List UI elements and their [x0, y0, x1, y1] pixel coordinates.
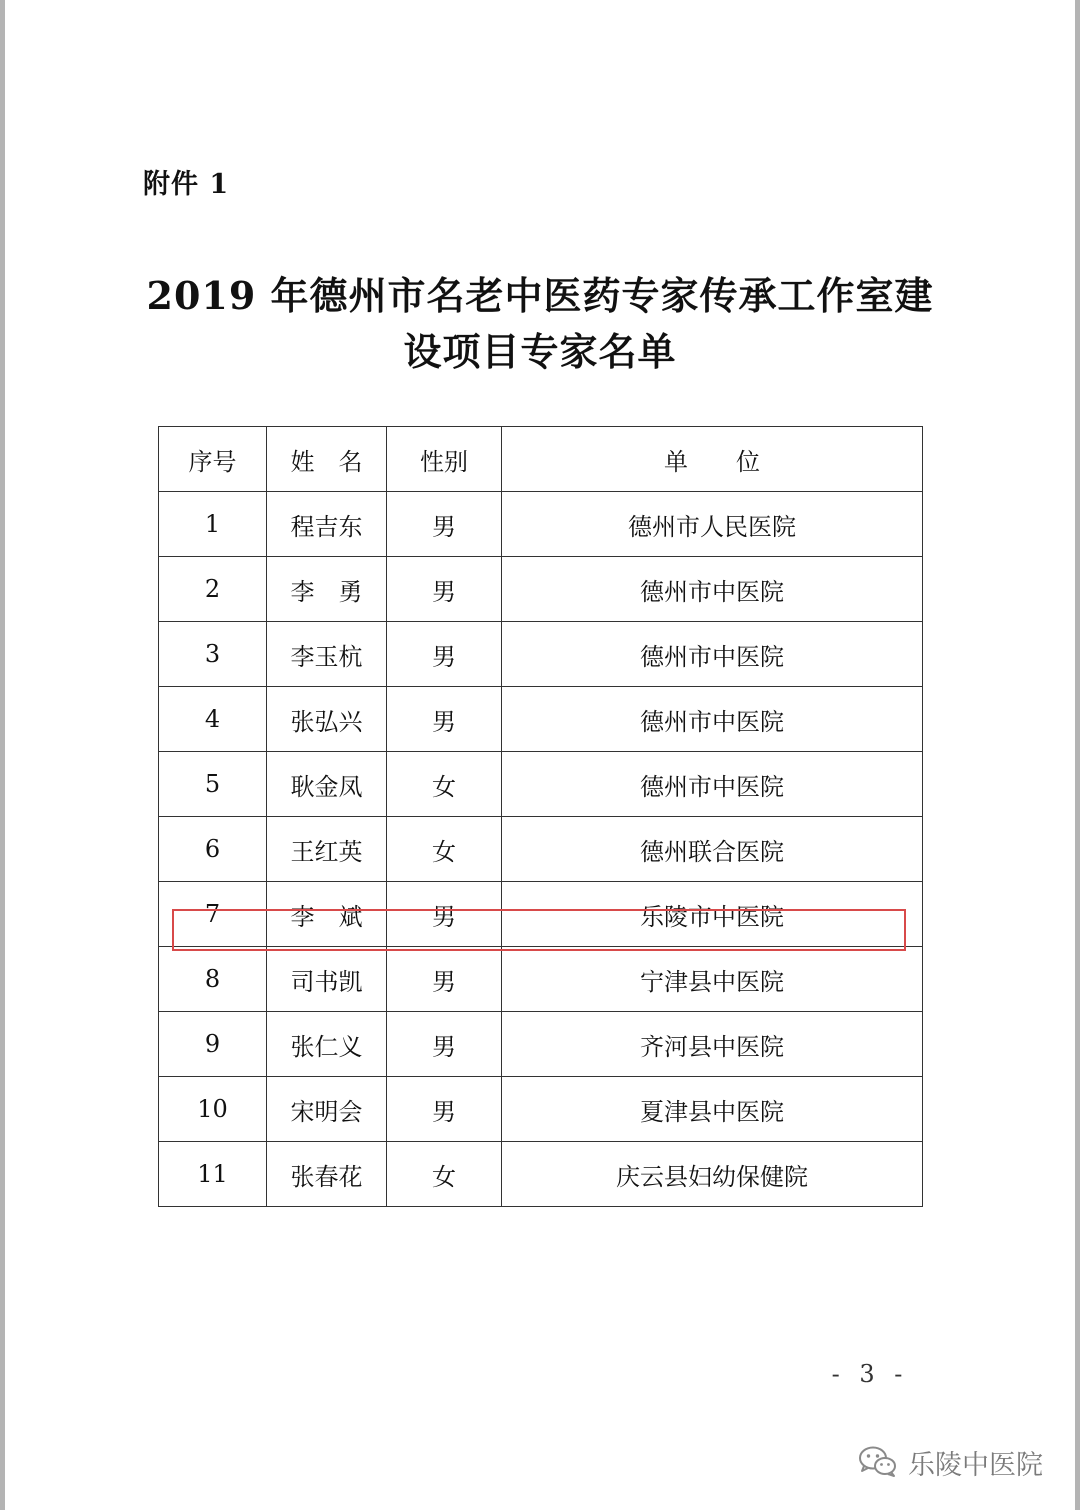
cell-unit: 齐河县中医院	[502, 1012, 923, 1077]
cell-unit: 德州联合医院	[502, 817, 923, 882]
cell-unit: 德州市中医院	[502, 687, 923, 752]
cell-gender: 男	[387, 557, 502, 622]
cell-number: 1	[159, 492, 267, 557]
table-row	[159, 752, 923, 817]
cell-gender: 男	[387, 947, 502, 1012]
cell-unit: 德州市中医院	[502, 752, 923, 817]
cell-gender: 男	[387, 687, 502, 752]
cell-name: 耿金凤	[267, 752, 387, 817]
header-name: 姓 名	[267, 427, 387, 492]
table-header-row	[159, 427, 923, 492]
cell-number: 8	[159, 947, 267, 1012]
cell-name: 张弘兴	[267, 687, 387, 752]
cell-gender: 男	[387, 882, 502, 947]
watermark-text: 乐陵中医院	[908, 1449, 1043, 1481]
cell-gender: 男	[387, 1077, 502, 1142]
cell-number: 11	[159, 1142, 267, 1207]
cell-number: 6	[159, 817, 267, 882]
cell-number: 3	[159, 622, 267, 687]
page-number: - 3 -	[831, 1360, 909, 1388]
cell-name: 李 斌	[267, 882, 387, 947]
table-row	[159, 1077, 923, 1142]
header-number: 序号	[159, 427, 267, 492]
cell-gender: 女	[387, 1142, 502, 1207]
cell-number: 7	[159, 882, 267, 947]
cell-name: 李 勇	[267, 557, 387, 622]
cell-gender: 女	[387, 817, 502, 882]
document-title	[100, 268, 980, 380]
cell-unit: 宁津县中医院	[502, 947, 923, 1012]
cell-number: 10	[159, 1077, 267, 1142]
table-row	[159, 1142, 923, 1207]
page-edge-right	[1075, 0, 1080, 1510]
cell-name: 宋明会	[267, 1077, 387, 1142]
cell-unit: 德州市人民医院	[502, 492, 923, 557]
cell-gender: 男	[387, 1012, 502, 1077]
cell-unit: 德州市中医院	[502, 557, 923, 622]
cell-name: 张仁义	[267, 1012, 387, 1077]
cell-gender: 男	[387, 492, 502, 557]
cell-name: 程吉东	[267, 492, 387, 557]
cell-unit: 夏津县中医院	[502, 1077, 923, 1142]
title-line-1: 2019 年德州市名老中医药专家传承工作室建	[146, 273, 934, 318]
row-7-highlight-box	[172, 909, 906, 951]
cell-gender: 男	[387, 622, 502, 687]
header-unit: 单 位	[502, 427, 923, 492]
cell-number: 5	[159, 752, 267, 817]
cell-number: 9	[159, 1012, 267, 1077]
cell-name: 王红英	[267, 817, 387, 882]
table-row	[159, 687, 923, 752]
attachment-label: 附件 1	[143, 169, 230, 200]
cell-name: 李玉杭	[267, 622, 387, 687]
table-row	[159, 817, 923, 882]
table-row	[159, 947, 923, 1012]
expert-table	[158, 426, 923, 1207]
cell-gender: 女	[387, 752, 502, 817]
wechat-icon	[858, 1445, 898, 1479]
cell-name: 张春花	[267, 1142, 387, 1207]
cell-name: 司书凯	[267, 947, 387, 1012]
table-row	[159, 557, 923, 622]
table-body	[159, 492, 923, 1207]
cell-number: 2	[159, 557, 267, 622]
table-row	[159, 622, 923, 687]
watermark	[858, 1440, 1043, 1484]
cell-unit: 庆云县妇幼保健院	[502, 1142, 923, 1207]
cell-unit: 德州市中医院	[502, 622, 923, 687]
title-line-2: 设项目专家名单	[403, 329, 677, 374]
table-row	[159, 492, 923, 557]
table-row	[159, 1012, 923, 1077]
cell-number: 4	[159, 687, 267, 752]
header-gender: 性别	[387, 427, 502, 492]
page-edge-left	[0, 0, 5, 1510]
cell-unit: 乐陵市中医院	[502, 882, 923, 947]
